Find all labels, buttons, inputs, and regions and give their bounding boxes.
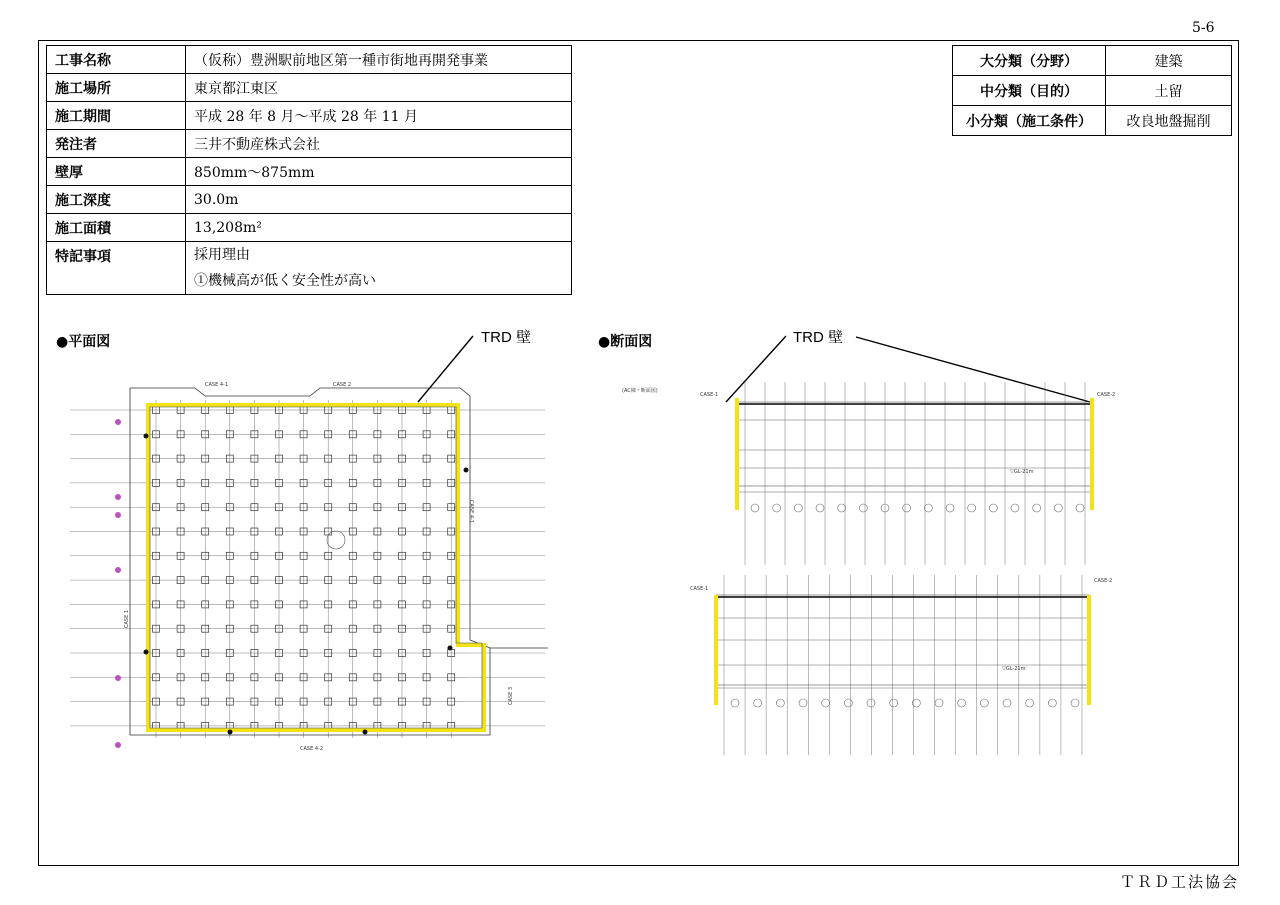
plan-trd-wall — [148, 405, 484, 730]
section-grid-bubble — [776, 699, 784, 707]
section-grid-bubble — [754, 699, 762, 707]
section-label: CASE-2 — [1097, 392, 1116, 398]
section-label: CASE-1 — [690, 586, 709, 592]
plan-drawing — [70, 382, 548, 752]
site-boundary — [130, 388, 490, 735]
section-grid-bubble — [890, 699, 898, 707]
section-label: ▽GL-21m — [1010, 469, 1034, 475]
info-key: 発注者 — [47, 130, 186, 158]
upper-section-body — [737, 402, 1092, 486]
section-drawing — [622, 382, 1115, 755]
plan-circular-feature — [327, 531, 345, 549]
notes-line: 採用理由 — [194, 247, 250, 263]
plan-marker — [115, 512, 121, 518]
section-grid-bubble — [844, 699, 852, 707]
info-value: 30.0m — [186, 186, 572, 214]
info-key: 特記事項 — [47, 242, 186, 295]
section-grid-bubble — [751, 504, 759, 512]
section-grid-bubble — [989, 504, 997, 512]
info-key: 施工面積 — [47, 214, 186, 242]
plan-label: CASE 1 — [124, 609, 130, 628]
class-value: 建築 — [1106, 46, 1232, 76]
info-value: （仮称）豊洲駅前地区第一種市街地再開発事業 — [186, 46, 572, 74]
section-grid-bubble — [968, 504, 976, 512]
plan-anchor-dot — [228, 730, 233, 735]
footer-org: ＴＲＤ工法協会 — [1120, 873, 1240, 891]
page-number: 5-6 — [1192, 20, 1215, 36]
info-value: 平成 28 年 8 月～平成 28 年 11 月 — [186, 102, 572, 130]
plan-marker — [115, 675, 121, 681]
section-label: CASE-2 — [1094, 578, 1113, 584]
plan-label: CASE 4-1 — [468, 500, 474, 524]
plan-label: CASE 4-1 — [205, 382, 229, 388]
info-value: 東京都江東区 — [186, 74, 572, 102]
info-key: 工事名称 — [47, 46, 186, 74]
section-grid-bubble — [958, 699, 966, 707]
section-grid-bubble — [1011, 504, 1019, 512]
section-grid-bubble — [773, 504, 781, 512]
section-grid-bubble — [935, 699, 943, 707]
section-grid-bubble — [1054, 504, 1062, 512]
plan-callout: TRD 壁 — [481, 329, 531, 346]
section-grid-bubble — [794, 504, 802, 512]
class-key: 中分類（目的） — [953, 76, 1106, 106]
plan-anchor-dot — [363, 730, 368, 735]
class-key: 小分類（施工条件） — [953, 106, 1106, 136]
info-key: 施工場所 — [47, 74, 186, 102]
section-label: CASE-1 — [700, 392, 719, 398]
plan-heading: ●平面図 — [56, 334, 111, 350]
section-callout-leader-right — [856, 337, 1090, 402]
section-callout: TRD 壁 — [793, 329, 843, 346]
info-key: 壁厚 — [47, 158, 186, 186]
plan-label: CASE 3 — [508, 686, 514, 705]
plan-marker — [115, 567, 121, 573]
class-value: 土留 — [1106, 76, 1232, 106]
section-grid-bubble — [1071, 699, 1079, 707]
info-value: 850mm～875mm — [186, 158, 572, 186]
plan-anchor-dot — [464, 468, 469, 473]
plan-inner-outline — [150, 407, 482, 728]
section-title: (AC棟・断面図) — [622, 388, 658, 394]
plan-marker — [115, 419, 121, 425]
section-grid-bubble — [946, 504, 954, 512]
info-value: 13,208m² — [186, 214, 572, 242]
plan-anchor-dot — [144, 434, 149, 439]
plan-marker — [115, 494, 121, 500]
info-value: 三井不動産株式会社 — [186, 130, 572, 158]
section-grid-bubble — [822, 699, 830, 707]
section-heading: ●断面図 — [598, 334, 653, 350]
plan-label: CASE 2 — [333, 382, 352, 388]
section-grid-bubble — [816, 504, 824, 512]
section-grid-bubble — [838, 504, 846, 512]
section-grid-bubble — [1003, 699, 1011, 707]
plan-anchor-dot — [144, 650, 149, 655]
section-grid-bubble — [867, 699, 875, 707]
section-grid-bubble — [1076, 504, 1084, 512]
section-grid-bubble — [731, 699, 739, 707]
section-grid-bubble — [980, 699, 988, 707]
info-key: 施工期間 — [47, 102, 186, 130]
section-grid-bubble — [1048, 699, 1056, 707]
info-key: 施工深度 — [47, 186, 186, 214]
class-key: 大分類（分野） — [953, 46, 1106, 76]
notes-line: ①機械高が低く安全性が高い — [194, 273, 376, 289]
plan-label: CASE 4-2 — [300, 746, 324, 752]
section-grid-bubble — [903, 504, 911, 512]
section-grid-bubble — [859, 504, 867, 512]
section-grid-bubble — [1026, 699, 1034, 707]
section-grid-bubble — [1033, 504, 1041, 512]
plan-anchor-dot — [448, 646, 453, 651]
plan-marker — [115, 742, 121, 748]
section-callout-leader-left — [726, 336, 786, 402]
section-grid-bubble — [924, 504, 932, 512]
section-grid-bubble — [799, 699, 807, 707]
class-value: 改良地盤掘削 — [1106, 106, 1232, 136]
section-label: ▽GL-21m — [1002, 666, 1026, 672]
